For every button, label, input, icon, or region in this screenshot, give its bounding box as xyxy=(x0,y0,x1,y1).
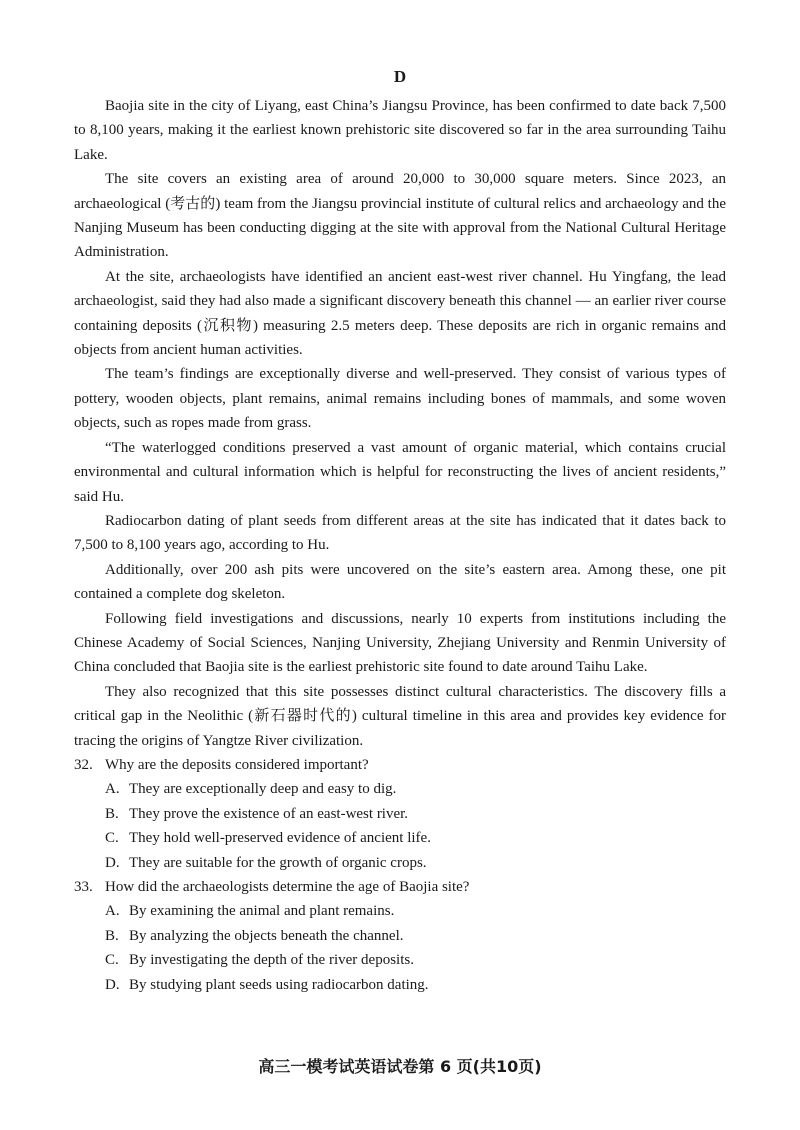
passage-paragraph: Additionally, over 200 ash pits were uncovered on the site’s eastern area. Among these, one pit contained a complete dog skeleton. xyxy=(74,561,726,603)
option-letter: B. xyxy=(105,927,119,944)
option-letter: A. xyxy=(105,781,120,798)
option-letter: D. xyxy=(105,976,120,993)
option-text: By analyzing the objects beneath the channel. xyxy=(129,927,404,944)
option-a[interactable] xyxy=(105,899,726,923)
passage-paragraph: “The waterlogged conditions preserved a vast amount of organic material, which contains crucial environmental and cultural information which is helpful for reconstructing the lives of ancient residents,” said Hu. xyxy=(74,439,726,505)
option-b[interactable] xyxy=(105,802,726,826)
option-text: By studying plant seeds using radiocarbon dating. xyxy=(129,976,429,993)
option-text: They are suitable for the growth of organic crops. xyxy=(129,854,427,871)
question-text: How did the archaeologists determine the age of Baojia site? xyxy=(105,879,470,895)
option-d[interactable] xyxy=(105,851,726,875)
passage-body xyxy=(74,94,726,753)
option-b[interactable] xyxy=(105,924,726,948)
option-c[interactable] xyxy=(105,948,726,972)
question-32 xyxy=(74,753,726,875)
option-letter: D. xyxy=(105,854,120,871)
option-letter: A. xyxy=(105,903,120,920)
option-text: They are exceptionally deep and easy to dig. xyxy=(129,781,397,798)
option-text: By investigating the depth of the river deposits. xyxy=(129,952,414,969)
exam-page xyxy=(74,66,726,997)
option-letter: B. xyxy=(105,805,119,822)
passage-letter: D xyxy=(393,67,407,86)
question-number: 32. xyxy=(74,756,93,773)
option-a[interactable] xyxy=(105,777,726,801)
option-c[interactable] xyxy=(105,826,726,850)
option-text: They prove the existence of an east-west river. xyxy=(129,805,409,822)
question-33 xyxy=(74,875,726,997)
option-letter: C. xyxy=(105,830,119,847)
passage-paragraph: Radiocarbon dating of plant seeds from different areas at the site has indicated that it dates back to 7,500 to 8,100 years ago, according to Hu. xyxy=(74,512,726,554)
option-list xyxy=(74,899,726,997)
option-text: By examining the animal and plant remains. xyxy=(129,903,395,920)
option-letter: C. xyxy=(105,952,119,969)
question-stem xyxy=(74,875,726,899)
option-list xyxy=(74,777,726,875)
passage-paragraph: They also recognized that this site possesses distinct cultural characteristics. The discovery fills a critical gap in the Neolithic (新石器时代的) cultural timeline in this area and provides key evidence for tracing the origins of Yangtze River civilization. xyxy=(74,683,726,749)
question-text: Why are the deposits considered important? xyxy=(105,756,369,773)
question-stem xyxy=(74,753,726,777)
passage-paragraph: The site covers an existing area of around 20,000 to 30,000 square meters. Since 2023, an archaeological (考古的) team from the Jiangsu provincial institute of cultural relics and archaeology and the Nanjing Museum has been conducting digging at the site with approval from the National Cultural Heritage Administration. xyxy=(74,171,726,261)
passage-paragraph: At the site, archaeologists have identified an ancient east-west river channel. Hu Yingfang, the lead archaeologist, said they had also made a significant discovery beneath this channel — an earlier river course containing deposits (沉积物) measuring 2.5 meters deep. These deposits are rich in organic remains and objects from ancient human activities. xyxy=(74,268,726,359)
page-footer: 高三一模考试英语试卷第 6 页(共10页) xyxy=(258,1057,542,1076)
option-text: They hold well-preserved evidence of ancient life. xyxy=(129,830,431,847)
passage-paragraph: Following field investigations and discussions, nearly 10 experts from institutions including the Chinese Academy of Social Sciences, Nanjing University, Zhejiang University and Renmin University of China concluded that Baojia site is the earliest prehistoric site found to date around Taihu Lake. xyxy=(74,610,726,676)
passage-paragraph: Baojia site in the city of Liyang, east China’s Jiangsu Province, has been confirmed to date back 7,500 to 8,100 years, making it the earliest known prehistoric site discovered so far in the area surrounding Taihu Lake. xyxy=(74,98,726,163)
question-number: 33. xyxy=(74,879,93,895)
passage-paragraph: The team’s findings are exceptionally diverse and well-preserved. They consist of various types of pottery, wooden objects, plant remains, animal remains including bones of mammals, and some woven objects, such as ropes made from grass. xyxy=(74,366,726,432)
option-d[interactable] xyxy=(105,973,726,997)
